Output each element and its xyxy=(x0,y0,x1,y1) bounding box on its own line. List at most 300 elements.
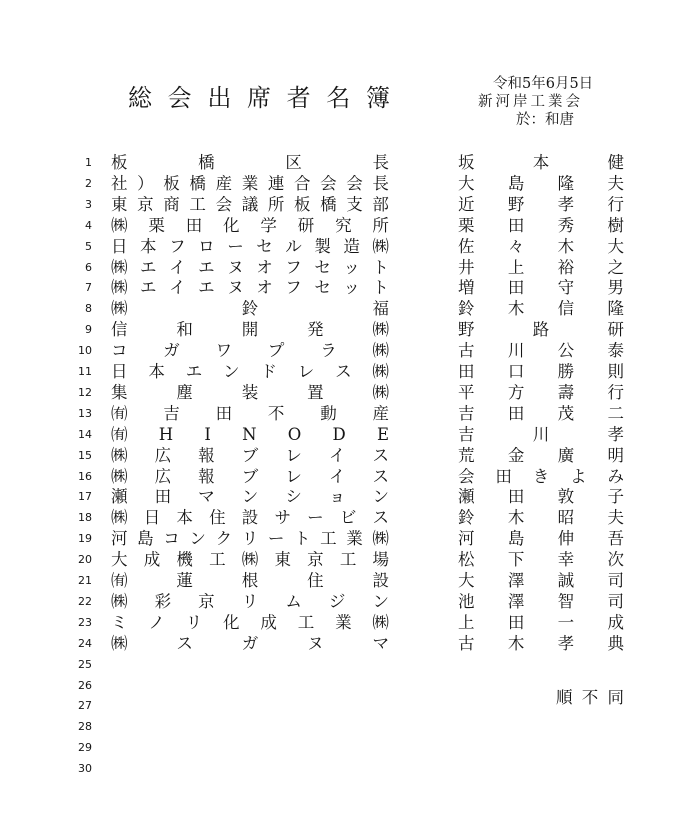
char: 下 xyxy=(507,550,525,570)
char: シ xyxy=(285,487,302,507)
attendee-name xyxy=(458,466,624,488)
char: ㈱ xyxy=(372,341,389,361)
char: ㈱ xyxy=(241,550,259,570)
attendee-name xyxy=(458,277,624,299)
char: 長 xyxy=(372,173,389,193)
char: 所 xyxy=(372,215,389,235)
char: 木 xyxy=(507,299,525,319)
char: 守 xyxy=(557,278,575,298)
char: よ xyxy=(570,466,587,486)
char: 司 xyxy=(607,591,624,611)
attendee-name xyxy=(458,486,624,508)
char: ロ xyxy=(198,236,215,256)
char: 産 xyxy=(372,403,389,423)
char: 島 xyxy=(507,173,525,193)
char: 報 xyxy=(198,445,215,465)
char: 樹 xyxy=(607,215,624,235)
char: 橋 xyxy=(320,194,337,214)
char: N xyxy=(242,424,257,444)
char: ン xyxy=(241,487,259,507)
char: 敦 xyxy=(557,487,575,507)
attendee-organization xyxy=(111,549,389,571)
attendee-organization xyxy=(111,403,389,425)
char: ク xyxy=(215,529,233,549)
attendee-name xyxy=(458,194,624,216)
char: 報 xyxy=(198,466,215,486)
char: 業 xyxy=(335,612,352,632)
char: 野 xyxy=(458,320,475,340)
char: 本 xyxy=(140,236,157,256)
char: 坂 xyxy=(458,153,475,172)
char: 社 xyxy=(111,173,128,193)
row-number: 23 xyxy=(78,615,92,629)
attendee-name xyxy=(458,591,624,613)
attendee-organization xyxy=(111,382,389,404)
char: 大 xyxy=(111,550,128,570)
char: ー xyxy=(307,508,324,528)
char: 工 xyxy=(339,550,357,570)
attendee-name xyxy=(458,445,624,467)
char: ヌ xyxy=(227,278,244,298)
char: ブ xyxy=(241,466,259,486)
char: ㈲ xyxy=(111,424,128,444)
attendee-name xyxy=(458,528,624,550)
char: 会 xyxy=(346,173,363,193)
char: み xyxy=(607,466,624,486)
char: 孝 xyxy=(557,633,575,653)
char: 野 xyxy=(507,194,525,214)
char: 総 xyxy=(128,84,152,112)
char: 集 xyxy=(111,382,128,402)
row-number: 21 xyxy=(78,574,92,587)
char: 栗 xyxy=(458,215,475,235)
char: E xyxy=(376,424,389,444)
char: 川 xyxy=(507,341,525,361)
char: 本 xyxy=(148,362,165,381)
char: 本 xyxy=(176,508,193,528)
char: ョ xyxy=(328,487,346,507)
char: サ xyxy=(274,508,291,528)
attendee-organization xyxy=(111,486,389,508)
char: 日 xyxy=(111,236,128,256)
char: ス xyxy=(372,466,389,486)
organization-name: 新河岸工業会 xyxy=(478,94,583,110)
row-number: 12 xyxy=(78,385,92,399)
char: ブ xyxy=(241,445,259,465)
char: 場 xyxy=(372,550,389,570)
char: フ xyxy=(285,257,302,277)
row-number: 4 xyxy=(85,218,92,232)
char: ㈱ xyxy=(372,362,389,381)
char: 会 xyxy=(458,466,475,486)
char: 板 xyxy=(111,153,128,172)
char: 製 xyxy=(314,236,331,256)
char: ㈱ xyxy=(111,508,128,528)
char: プ xyxy=(267,341,285,361)
attendee-name xyxy=(458,298,624,320)
attendee-name xyxy=(458,612,624,634)
attendee-organization xyxy=(111,236,389,258)
char: 信 xyxy=(111,320,128,340)
char: ン xyxy=(223,362,240,381)
char: 京 xyxy=(307,550,324,570)
char: エ xyxy=(198,278,215,298)
char: 田 xyxy=(507,215,525,235)
char: 工 xyxy=(189,194,206,214)
char: 田 xyxy=(507,278,525,298)
char: ン xyxy=(372,487,389,507)
row-number: 3 xyxy=(85,197,92,211)
attendee-organization xyxy=(111,591,389,613)
char: ㈱ xyxy=(111,215,128,235)
char: 泰 xyxy=(607,341,624,361)
row-number: 1 xyxy=(85,156,92,169)
attendee-organization xyxy=(111,215,389,237)
attendee-organization xyxy=(111,424,389,446)
char: 広 xyxy=(154,466,172,486)
char: D xyxy=(332,424,346,444)
char: リ xyxy=(185,612,203,632)
attendee-organization xyxy=(111,298,389,320)
char: ル xyxy=(285,236,302,256)
char: 出 xyxy=(207,84,232,112)
attendee-name xyxy=(458,507,624,529)
char: き xyxy=(532,466,550,486)
char: 田 xyxy=(507,612,525,632)
char: 工 xyxy=(320,529,337,549)
char: 者 xyxy=(286,84,311,112)
char: 松 xyxy=(458,550,475,570)
row-number: 2 xyxy=(85,176,92,190)
char: ㈱ xyxy=(372,529,389,549)
attendee-name xyxy=(458,382,624,404)
attendee-name xyxy=(458,257,624,279)
attendee-name xyxy=(458,361,624,383)
char: 廣 xyxy=(557,445,575,465)
char: 隆 xyxy=(607,299,624,319)
attendee-organization xyxy=(111,445,389,467)
attendee-organization xyxy=(111,194,389,216)
char: 蓮 xyxy=(176,571,193,590)
attendee-name xyxy=(458,340,624,362)
char: 隆 xyxy=(557,173,575,193)
char: 板 xyxy=(293,194,311,214)
char: 島 xyxy=(507,529,525,549)
char: ト xyxy=(372,278,389,298)
char: I xyxy=(204,424,211,444)
char: 東 xyxy=(111,194,128,214)
attendee-organization xyxy=(111,277,389,299)
char: オ xyxy=(256,257,273,277)
char: 幸 xyxy=(557,550,575,570)
row-number: 29 xyxy=(78,741,92,755)
char: 勝 xyxy=(557,362,575,381)
row-number: 26 xyxy=(78,678,92,692)
char: ス xyxy=(335,362,352,381)
row-number: 7 xyxy=(85,281,92,295)
char: ス xyxy=(176,633,193,653)
char: 塵 xyxy=(176,382,193,402)
char: 池 xyxy=(458,591,475,611)
char: ㈱ xyxy=(372,320,389,340)
char: イ xyxy=(169,278,186,298)
char: マ xyxy=(372,633,389,653)
char: 装 xyxy=(241,382,259,402)
char: 井 xyxy=(458,257,475,277)
char: ㈱ xyxy=(372,236,389,256)
char: ㈱ xyxy=(372,382,389,402)
char: 東 xyxy=(274,550,291,570)
char: 吾 xyxy=(607,529,624,549)
char: 成 xyxy=(143,550,161,570)
char: フ xyxy=(285,278,302,298)
char: ミ xyxy=(111,612,128,632)
meeting-date: 令和5年6月5日 xyxy=(493,76,594,92)
char: 方 xyxy=(507,382,525,402)
char: 田 xyxy=(185,215,203,235)
char: 名 xyxy=(326,84,351,112)
char: レ xyxy=(285,466,302,486)
char: 広 xyxy=(154,445,172,465)
char: 業 xyxy=(241,173,259,193)
char: 京 xyxy=(198,591,215,611)
row-number: 14 xyxy=(78,427,92,441)
char: 区 xyxy=(285,153,302,172)
char: 会 xyxy=(215,194,233,214)
char: 荒 xyxy=(458,445,475,465)
char: ㈱ xyxy=(372,612,389,632)
char: セ xyxy=(256,236,273,256)
char: 不 xyxy=(581,688,599,707)
char: 司 xyxy=(607,571,624,590)
char: 二 xyxy=(607,403,624,423)
char: 議 xyxy=(241,194,259,214)
char: ㈲ xyxy=(111,571,128,590)
char: 設 xyxy=(372,571,389,590)
char: 子 xyxy=(607,487,624,507)
char: 次 xyxy=(607,550,624,570)
attendee-organization xyxy=(111,466,389,488)
row-number: 28 xyxy=(78,720,92,734)
char: 板 xyxy=(163,173,180,193)
attendee-name xyxy=(458,215,624,237)
row-number: 8 xyxy=(85,302,92,316)
char: マ xyxy=(198,487,215,507)
char: 上 xyxy=(458,612,475,632)
char: ド xyxy=(260,362,277,381)
attendee-name xyxy=(458,319,624,341)
char: 木 xyxy=(557,236,575,256)
char: ㈱ xyxy=(111,466,128,486)
char: 木 xyxy=(507,633,525,653)
char: ㈱ xyxy=(111,591,128,611)
char: ガ xyxy=(241,633,259,653)
attendee-organization xyxy=(111,507,389,529)
char: ヌ xyxy=(227,257,244,277)
row-number: 5 xyxy=(85,239,92,253)
char: 産 xyxy=(215,173,233,193)
row-number: 27 xyxy=(78,699,92,713)
char: セ xyxy=(314,278,331,298)
attendee-organization xyxy=(111,152,389,174)
char: ビ xyxy=(339,508,357,528)
attendee-organization xyxy=(111,570,389,592)
char: 木 xyxy=(507,508,525,528)
char: 田 xyxy=(458,362,475,381)
char: ㈱ xyxy=(111,278,128,298)
char: 長 xyxy=(372,153,389,172)
char: エ xyxy=(140,257,157,277)
char: 智 xyxy=(557,591,575,611)
char: 行 xyxy=(607,382,624,402)
char: リ xyxy=(241,529,259,549)
char: 壽 xyxy=(557,382,575,402)
char: リ xyxy=(241,591,259,611)
char: ン xyxy=(189,529,206,549)
char: ヌ xyxy=(307,633,324,653)
char: エ xyxy=(140,278,157,298)
char: 吉 xyxy=(458,403,475,423)
char: ワ xyxy=(215,341,233,361)
char: 吉 xyxy=(458,424,475,444)
char: 信 xyxy=(557,299,575,319)
char: 瀬 xyxy=(458,487,475,507)
char: 研 xyxy=(297,215,315,235)
char: 住 xyxy=(307,571,324,590)
attendee-organization xyxy=(111,528,389,550)
char: 商 xyxy=(163,194,180,214)
attendee-organization xyxy=(111,173,389,195)
char: 々 xyxy=(507,236,525,256)
char: 大 xyxy=(458,173,475,193)
char: 日 xyxy=(143,508,161,528)
char: 席 xyxy=(246,84,271,112)
char: 設 xyxy=(241,508,259,528)
attendee-organization xyxy=(111,612,389,634)
row-number: 11 xyxy=(78,365,92,378)
attendee-name xyxy=(458,173,624,195)
char: 明 xyxy=(607,445,624,465)
char: コ xyxy=(111,341,128,361)
char: ラ xyxy=(320,341,337,361)
char: 業 xyxy=(346,529,363,549)
attendee-name xyxy=(458,236,624,258)
char: 瀬 xyxy=(111,487,128,507)
char: ㈱ xyxy=(111,633,128,653)
char: 増 xyxy=(458,278,475,298)
char: 大 xyxy=(458,571,475,590)
char: 夫 xyxy=(607,173,624,193)
char: 古 xyxy=(458,633,475,653)
char: 田 xyxy=(154,487,172,507)
row-number: 22 xyxy=(78,594,92,608)
char: 上 xyxy=(507,257,525,277)
char: 河 xyxy=(458,529,475,549)
char: ン xyxy=(372,591,389,611)
char: 簿 xyxy=(365,84,390,112)
char: 澤 xyxy=(507,571,525,590)
char: 島 xyxy=(137,529,154,549)
char: ノ xyxy=(148,612,165,632)
row-number: 16 xyxy=(78,469,92,483)
char: 京 xyxy=(137,194,154,214)
char: ッ xyxy=(343,257,360,277)
char: 伸 xyxy=(557,529,575,549)
char: 開 xyxy=(241,320,259,340)
attendee-name xyxy=(458,152,624,174)
char: 田 xyxy=(215,403,233,423)
char: 究 xyxy=(335,215,352,235)
attendee-name xyxy=(458,570,624,592)
char: ス xyxy=(372,445,389,465)
row-number: 18 xyxy=(78,511,92,525)
char: ㈱ xyxy=(111,445,128,465)
char: エ xyxy=(185,362,203,381)
char: 則 xyxy=(607,362,624,381)
order-note xyxy=(556,684,624,708)
char: 健 xyxy=(607,153,624,172)
char: 支 xyxy=(346,194,363,214)
char: 機 xyxy=(176,550,193,570)
char: 置 xyxy=(307,382,324,402)
char: 部 xyxy=(372,194,389,214)
char: 成 xyxy=(260,612,277,632)
char: 化 xyxy=(223,612,240,632)
char: 研 xyxy=(607,320,624,340)
char: オ xyxy=(256,278,273,298)
char: ㈱ xyxy=(111,299,128,319)
char: 発 xyxy=(307,320,324,340)
char: ト xyxy=(372,257,389,277)
row-number: 9 xyxy=(85,323,92,337)
char: 古 xyxy=(458,341,475,361)
attendee-name xyxy=(458,424,624,446)
char: 動 xyxy=(320,403,337,423)
char: 誠 xyxy=(557,571,575,590)
char: 近 xyxy=(458,194,475,214)
char: 順 xyxy=(556,688,573,707)
row-number: 20 xyxy=(78,553,92,567)
char: コ xyxy=(163,529,180,549)
char: 彩 xyxy=(154,591,172,611)
char: 工 xyxy=(209,550,226,570)
char: 日 xyxy=(111,362,128,381)
char: 住 xyxy=(209,508,226,528)
char: 田 xyxy=(495,466,512,486)
attendee-organization xyxy=(111,257,389,279)
char: 連 xyxy=(267,173,285,193)
char: 孝 xyxy=(607,424,624,444)
meeting-venue: 於：和唐 xyxy=(516,112,574,128)
char: 公 xyxy=(557,341,575,361)
char: 造 xyxy=(343,236,360,256)
char: ム xyxy=(285,591,302,611)
char: 河 xyxy=(111,529,128,549)
char: 栗 xyxy=(148,215,165,235)
char: 男 xyxy=(607,278,624,298)
row-number: 19 xyxy=(78,532,92,546)
char: ） xyxy=(137,173,154,193)
char: ー xyxy=(267,529,285,549)
attendee-organization xyxy=(111,361,389,383)
char: 橋 xyxy=(189,173,206,193)
char: エ xyxy=(198,257,215,277)
char: 会 xyxy=(167,84,192,112)
char: ス xyxy=(372,508,389,528)
char: 所 xyxy=(267,194,285,214)
char: レ xyxy=(297,362,315,381)
char: ㈱ xyxy=(111,257,128,277)
